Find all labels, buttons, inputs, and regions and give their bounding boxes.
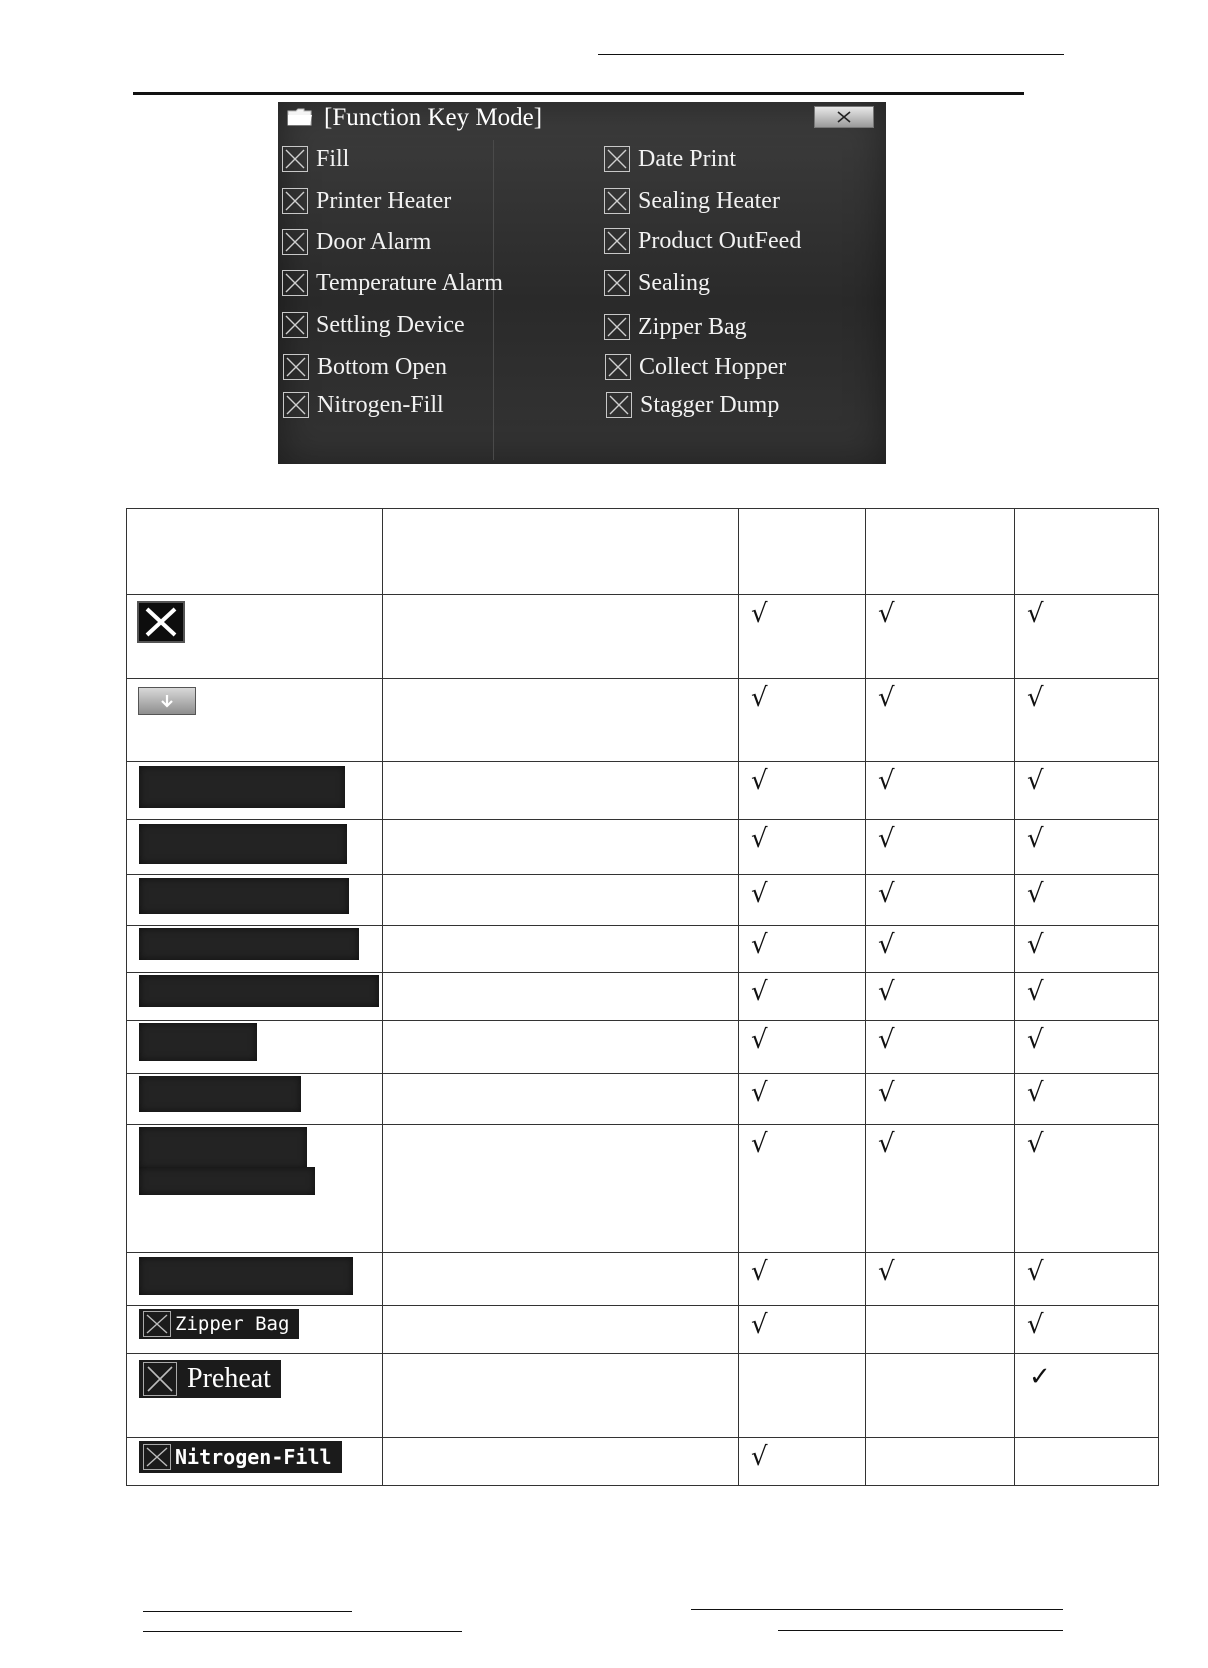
table-cell [739,973,866,1021]
table-cell [866,1125,1015,1253]
table-cell [866,1438,1015,1486]
table-row [127,820,1159,875]
function-label: Stagger Dump [640,391,780,418]
table-header-cell [383,509,739,595]
table-cell [127,762,383,820]
tick-mark: √ [751,977,768,1007]
table-cell [1015,1125,1159,1253]
table-row [127,973,1159,1021]
header-rule-main [133,92,1024,95]
zipper-bag-button[interactable] [139,1309,299,1339]
table-cell [866,926,1015,973]
table-cell [1015,973,1159,1021]
table-cell [127,679,383,762]
checkbox-icon [606,392,632,418]
table-cell [739,762,866,820]
nitrogen-fill-label: Nitrogen-Fill [175,1445,332,1469]
table-cell [383,595,739,679]
tick-mark: √ [751,1310,768,1340]
checkbox-icon [282,146,308,172]
table-cell [127,1021,383,1074]
table-cell [1015,1253,1159,1306]
function-label: Temperature Alarm [316,269,503,296]
function-zipper-bag[interactable] [604,311,747,343]
tick-mark: √ [751,930,768,960]
close-icon [139,603,183,641]
table-row [127,1125,1159,1253]
table-row [127,595,1159,679]
table-cell [866,762,1015,820]
table-cell [866,1253,1015,1306]
tick-mark: √ [1027,683,1044,713]
function-product-outfeed[interactable] [604,225,801,257]
tick-mark: √ [878,683,895,713]
function-nitrogen-fill[interactable] [283,389,444,421]
function-button-redacted[interactable] [139,1076,301,1112]
table-row [127,1354,1159,1438]
table-cell [739,595,866,679]
table-cell [739,1021,866,1074]
function-label: Sealing [638,269,710,296]
table-header-row [127,509,1159,595]
table-cell [866,1306,1015,1354]
function-button-redacted[interactable] [139,1167,315,1195]
table-cell [866,820,1015,875]
tick-mark: √ [878,766,895,796]
preheat-label: Preheat [187,1363,271,1394]
checkbox-icon [282,312,308,338]
table-cell [1015,926,1159,973]
window-titlebar [278,102,886,134]
table-cell [739,820,866,875]
checkbox-icon [605,354,631,380]
function-key-mode-window [278,102,886,464]
table-cell [127,926,383,973]
function-sealing-heater[interactable] [604,185,780,217]
table-cell [1015,820,1159,875]
table-cell [127,1253,383,1306]
tick-mark: √ [1027,1257,1044,1287]
table-row [127,679,1159,762]
tick-mark: √ [1027,1129,1044,1159]
table-row [127,875,1159,926]
function-label: Date Print [638,145,736,172]
table-cell [383,1354,739,1438]
tick-mark: √ [1027,599,1044,629]
table-cell [739,1354,866,1438]
tick-mark: √ [1027,1078,1044,1108]
table-cell [127,875,383,926]
table-cell [1015,679,1159,762]
table-cell [127,1306,383,1354]
table-cell [383,926,739,973]
table-cell [383,820,739,875]
table-cell [866,973,1015,1021]
checkbox-icon [604,188,630,214]
function-date-print[interactable] [604,143,736,175]
table-header-cell [127,509,383,595]
table-row [127,1074,1159,1125]
table-header-cell [866,509,1015,595]
tick-mark: √ [751,1442,768,1472]
function-printer-heater[interactable] [282,185,451,217]
table-row [127,1438,1159,1486]
table-cell [383,1438,739,1486]
table-row [127,762,1159,820]
tick-mark: √ [1027,1310,1044,1340]
function-label: Door Alarm [316,228,432,255]
function-button-redacted[interactable] [139,975,379,1007]
tick-mark: √ [751,1025,768,1055]
function-fill[interactable] [282,143,349,175]
table-cell [127,1438,383,1486]
table-cell [383,1021,739,1074]
table-cell [127,1125,383,1253]
table-cell [866,1354,1015,1438]
tick-mark: √ [751,683,768,713]
table-cell [383,1253,739,1306]
tick-mark: √ [751,1257,768,1287]
function-button-redacted[interactable] [139,1127,307,1169]
table-cell [1015,595,1159,679]
function-label: Bottom Open [317,353,447,380]
function-bottom-open[interactable] [283,351,447,383]
function-button-redacted[interactable] [139,878,349,914]
table-cell [127,1354,383,1438]
table-cell [739,679,866,762]
table-cell [866,679,1015,762]
function-label: Nitrogen-Fill [317,391,444,418]
table-cell [739,1306,866,1354]
table-cell [866,1074,1015,1125]
table-cell [739,926,866,973]
function-sealing[interactable] [604,267,710,299]
tick-mark: √ [878,1078,895,1108]
table-cell [383,1125,739,1253]
tick-mark: √ [878,1257,895,1287]
function-button-redacted[interactable] [139,928,359,960]
nitrogen-fill-button[interactable] [139,1441,342,1473]
table-cell [739,875,866,926]
table-cell [1015,875,1159,926]
header-rule-short [598,54,1064,55]
tick-mark: √ [1027,930,1044,960]
arrow-down-icon [157,693,177,709]
table-cell [739,1074,866,1125]
tick-mark: √ [751,879,768,909]
table-cell [1015,1306,1159,1354]
checkbox-icon [282,229,308,255]
table-cell [127,1074,383,1125]
checkbox-icon [283,392,309,418]
function-label: Fill [316,145,350,172]
table-cell [1015,1021,1159,1074]
function-button-redacted[interactable] [139,1023,257,1061]
function-label: Settling Device [316,311,465,338]
table-cell [739,1253,866,1306]
table-cell [866,595,1015,679]
tick-mark: √ [878,1129,895,1159]
tick-mark: √ [1027,766,1044,796]
table-cell [1015,1074,1159,1125]
tick-mark: √ [1027,879,1044,909]
function-door-alarm[interactable] [282,226,431,258]
zipper-bag-label: Zipper Bag [175,1313,290,1335]
table-cell [383,973,739,1021]
close-button[interactable] [814,106,874,128]
table-cell [739,1125,866,1253]
preheat-button[interactable] [139,1360,281,1398]
close-button[interactable] [137,601,185,643]
function-button-redacted[interactable] [139,766,345,808]
function-label: Printer Heater [316,187,452,214]
tick-mark: √ [751,766,768,796]
tick-mark: √ [751,1129,768,1159]
tick-mark: √ [878,599,895,629]
tick-mark: √ [1027,1025,1044,1055]
checkbox-icon [604,314,630,340]
footer-rule [143,1611,352,1612]
table-cell [383,1074,739,1125]
table-cell [127,595,383,679]
function-table [126,508,1159,1486]
function-label: Zipper Bag [638,313,747,340]
function-label: Sealing Heater [638,187,780,214]
table-cell [127,973,383,1021]
table-cell [739,1438,866,1486]
table-header-cell [739,509,866,595]
tick-mark: √ [1027,977,1044,1007]
checkbox-icon [143,1311,171,1337]
tick-mark: √ [878,977,895,1007]
table-row [127,926,1159,973]
function-temperature-alarm[interactable] [282,267,503,299]
table-row [127,1021,1159,1074]
checkbox-icon [143,1362,177,1396]
tick-mark: √ [878,879,895,909]
footer-rule [691,1609,1063,1610]
function-button-redacted[interactable] [139,824,347,864]
table-row [127,1306,1159,1354]
table-cell [1015,762,1159,820]
tick-mark: √ [878,1025,895,1055]
checkbox-icon [604,270,630,296]
table-cell [1015,1438,1159,1486]
footer-rule [143,1631,462,1632]
table-cell [383,762,739,820]
tick-mark: √ [878,930,895,960]
tick-mark: √ [751,599,768,629]
check-mark: ✓ [1029,1362,1051,1392]
checkbox-icon [604,146,630,172]
table-row [127,1253,1159,1306]
table-cell [866,875,1015,926]
table-header-cell [1015,509,1159,595]
tick-mark: √ [751,1078,768,1108]
window-title: [Function Key Mode] [324,104,543,131]
function-button-redacted[interactable] [139,1257,353,1295]
function-label: Collect Hopper [639,353,787,380]
function-stagger-dump[interactable] [606,389,779,421]
close-icon [835,111,853,123]
table-cell [383,1306,739,1354]
table-cell [1015,1354,1159,1438]
checkbox-icon [282,270,308,296]
function-collect-hopper[interactable] [605,351,786,383]
table-cell [866,1021,1015,1074]
function-label: Product OutFeed [638,227,802,254]
tick-mark: √ [1027,824,1044,854]
tick-mark: √ [878,824,895,854]
checkbox-icon [143,1444,171,1470]
table-cell [127,820,383,875]
checkbox-icon [283,354,309,380]
table-cell [383,679,739,762]
folder-icon [287,108,313,126]
footer-rule [778,1630,1063,1631]
checkbox-icon [282,188,308,214]
column-divider [493,140,494,460]
tick-mark: √ [751,824,768,854]
function-settling-device[interactable] [282,309,465,341]
table-cell [383,875,739,926]
scroll-down-button[interactable] [138,687,196,715]
checkbox-icon [604,228,630,254]
